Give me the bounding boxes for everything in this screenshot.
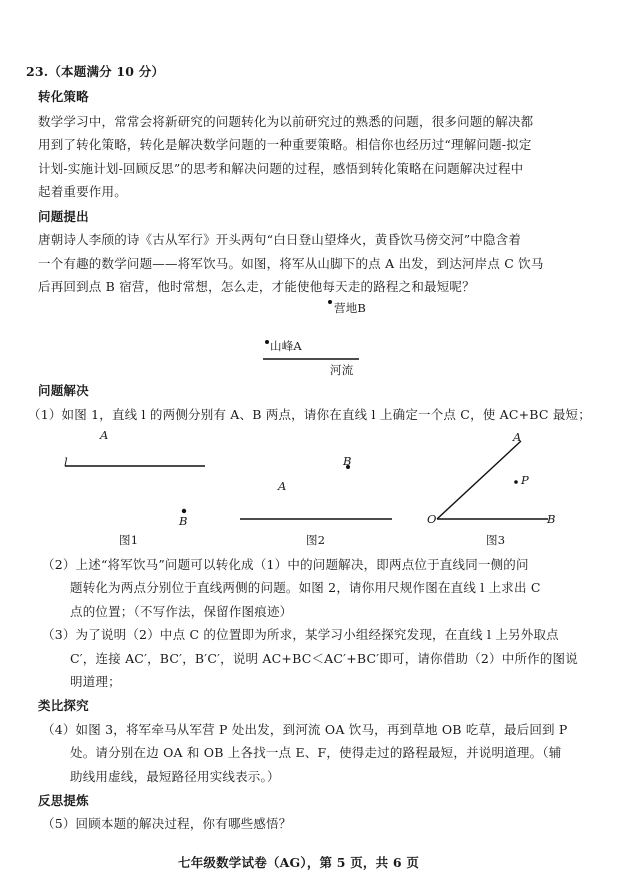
fig1-label-b: B bbox=[179, 514, 188, 528]
intro-line: 用到了转化策略，转化是解决数学问题的一种重要策略。相信你也经历过“理解问题-拟定 bbox=[38, 137, 532, 152]
fig1-label-a: A bbox=[100, 428, 109, 442]
question-3-line: （3）为了说明（2）中点 C 的位置即为所求，某学习小组经探究发现，在直线 l 上另外取点 bbox=[42, 627, 559, 642]
fig3-label-o: O bbox=[427, 512, 437, 526]
section-question-heading: 问题提出 bbox=[38, 209, 89, 224]
question-5: （5）回顾本题的解决过程，你有哪些感悟？ bbox=[42, 816, 292, 831]
question-4-line: 处。请分别在边 OA 和 OB 上各找一点 E、F，使得走过的路程最短，并说明道理。（辅 bbox=[70, 745, 562, 760]
fig1-caption: 图1 bbox=[119, 533, 139, 547]
question-4-line: 助线用虚线，最短路径用实线表示。） bbox=[70, 769, 280, 784]
intro-line: 计划-实施计划-回顾反思”的思考和解决问题的过程，感悟到转化策略在问题解决过程中 bbox=[38, 161, 524, 176]
section-strategy-heading: 转化策略 bbox=[38, 89, 89, 104]
fig3-label-a: A bbox=[513, 430, 522, 444]
question-3-line: 明道理； bbox=[70, 674, 121, 689]
fig2-caption: 图2 bbox=[306, 533, 326, 547]
river-label: 河流 bbox=[330, 363, 354, 377]
question-2-line: 题转化为两点分别位于直线两侧的问题。如图 2，请你用尺规作图在直线 l 上求出 C bbox=[70, 580, 541, 595]
question-2-line: 点的位置；（不写作法，保留作图痕迹） bbox=[70, 604, 293, 619]
fig3-label-b: B bbox=[547, 512, 556, 526]
question-1: （1）如图 1，直线 l 的两侧分别有 A、B 两点，请你在直线 l 上确定一个点 C，使 AC+BC 最短； bbox=[28, 407, 591, 422]
page-footer: 七年级数学试卷（AG），第 5 页，共 6 页 bbox=[178, 855, 420, 870]
fig3-ray-oa bbox=[437, 441, 521, 519]
intro-line: 起着重要作用。 bbox=[38, 184, 127, 199]
intro-line: 数学学习中，常常会将新研究的问题转化为以前研究过的熟悉的问题，很多问题的解决都 bbox=[38, 114, 534, 129]
question-3-line: C′，连接 AC′，BC′，B′C′，说明 AC+BC＜AC′+BC′即可，请你借助（2）中所作的图说 bbox=[70, 651, 578, 666]
peak-label: 山峰A bbox=[270, 339, 302, 353]
camp-label: 营地B bbox=[334, 301, 367, 315]
question-line: 唐朝诗人李颀的诗《古从军行》开头两句“白日登山望烽火，黄昏饮马傍交河”中隐含着 bbox=[38, 232, 522, 247]
fig1-label-l: l bbox=[64, 455, 68, 469]
section-reflect-heading: 反思提炼 bbox=[38, 793, 89, 808]
fig3-label-p: P bbox=[521, 473, 529, 487]
fig2-label-b: B bbox=[343, 454, 352, 468]
fig2-label-a: A bbox=[278, 479, 287, 493]
fig3-point-p bbox=[514, 480, 518, 484]
fig3-caption: 图3 bbox=[486, 533, 506, 547]
section-solve-heading: 问题解决 bbox=[38, 383, 89, 398]
question-2-line: （2）上述“将军饮马”问题可以转化成（1）中的问题解决，即两点位于直线同一侧的问 bbox=[42, 557, 529, 572]
question-4-line: （4）如图 3，将军牵马从军营 P 处出发，到河流 OA 饮马，再到草地 OB 吃草，最后回到 P bbox=[42, 722, 568, 737]
question-line: 一个有趣的数学问题——将军饮马。如图，将军从山脚下的点 A 出发，到达河岸点 C 饮马 bbox=[38, 256, 544, 271]
section-analogy-heading: 类比探究 bbox=[38, 698, 89, 713]
question-line: 后再回到点 B 宿营，他时常想，怎么走，才能使他每天走的路程之和最短呢？ bbox=[38, 279, 475, 294]
fig1-point-b bbox=[182, 509, 186, 513]
problem-header: 23.（本题满分 10 分） bbox=[26, 64, 165, 79]
